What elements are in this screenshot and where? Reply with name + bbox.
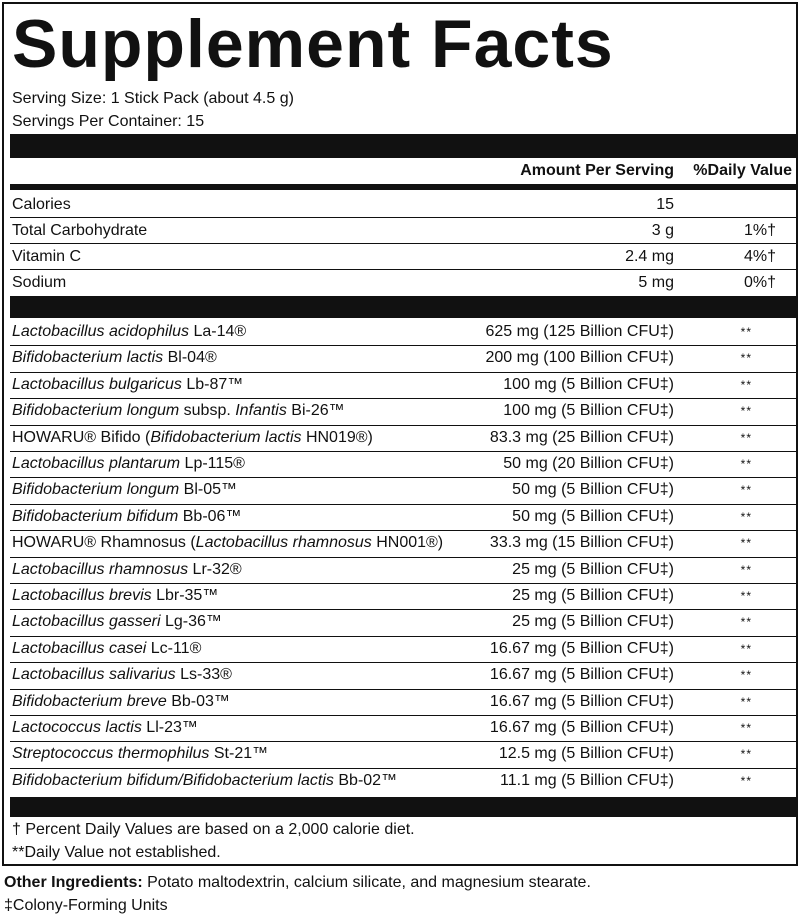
serving-size: Serving Size: 1 Stick Pack (about 4.5 g) (12, 90, 294, 107)
probiotic-row (10, 320, 796, 346)
strain-species: Lactobacillus casei (12, 639, 147, 657)
strain-daily-value: ** (740, 377, 752, 392)
nutrient-row (10, 270, 796, 296)
strain-daily-value: ** (740, 509, 752, 524)
strain-species: Bifidobacterium breve (12, 692, 167, 710)
strain-amount: 11.1 mg (5 Billion CFU‡) (500, 771, 674, 789)
strain-amount: 50 mg (5 Billion CFU‡) (512, 481, 674, 499)
strain-name (12, 637, 201, 661)
nutrient-amount: 15 (656, 196, 674, 213)
strain-amount: 25 mg (5 Billion CFU‡) (512, 560, 674, 578)
column-header-row (10, 159, 796, 183)
probiotic-row (10, 558, 796, 584)
strain-species: Lactobacillus brevis (12, 587, 152, 604)
nutrient-name: Sodium (12, 274, 67, 291)
probiotic-row (10, 610, 796, 636)
strain-code: Lb-87™ (181, 375, 244, 393)
strain-amount: 100 mg (5 Billion CFU‡) (503, 402, 674, 420)
medium-divider (10, 184, 796, 190)
strain-amount: 25 mg (5 Billion CFU‡) (512, 613, 674, 631)
probiotic-row (10, 478, 796, 504)
strain-species: Lactobacillus salivarius (12, 666, 176, 684)
strain-code: Lc-11® (146, 639, 202, 657)
probiotic-row (10, 769, 796, 795)
strain-code: Lg-36™ (160, 613, 222, 631)
strain-name (12, 373, 243, 397)
probiotic-row (10, 531, 796, 557)
probiotic-row (10, 452, 796, 478)
footnote-not-established: **Daily Value not established. (12, 844, 221, 861)
strain-name (12, 346, 217, 370)
strain-code: subsp. (179, 402, 236, 420)
probiotic-row (10, 346, 796, 372)
strain-daily-value: ** (740, 615, 752, 630)
strain-species: Lactobacillus acidophilus (12, 323, 189, 340)
other-ingredients-label: Other Ingredients: (4, 874, 143, 891)
cfu-note: ‡Colony-Forming Units (4, 897, 168, 914)
probiotic-row (10, 742, 796, 768)
other-ingredients (4, 872, 591, 894)
nutrient-daily-value: 0%† (743, 274, 776, 291)
strain-amount: 25 mg (5 Billion CFU‡) (512, 587, 674, 604)
strain-brand: HOWARU® Bifido ( (12, 428, 151, 446)
strain-amount: 625 mg (125 Billion CFU‡) (485, 323, 674, 340)
strain-code: St-21™ (209, 745, 269, 763)
strain-brand: HOWARU® Rhamnosus ( (12, 534, 196, 552)
strain-code: Lp-115® (180, 455, 245, 472)
strain-code: HN001®) (371, 534, 444, 552)
strain-daily-value: ** (740, 562, 752, 577)
probiotic-row (10, 373, 796, 399)
strain-name (12, 399, 345, 423)
strain-name (12, 769, 397, 793)
strain-code: Ls-33® (175, 666, 232, 684)
strain-species: Bifidobacterium lactis (150, 428, 302, 446)
strain-amount: 33.3 mg (15 Billion CFU‡) (489, 534, 674, 552)
strain-name (12, 426, 373, 450)
strain-species: Bifidobacterium bifidum (12, 507, 179, 525)
thick-divider (10, 797, 796, 817)
strain-amount: 16.67 mg (5 Billion CFU‡) (489, 719, 674, 736)
strain-species: Lactobacillus bulgaricus (12, 375, 182, 393)
thick-divider (10, 134, 796, 158)
strain-name (12, 505, 241, 529)
strain-species: Lactobacillus gasseri (12, 613, 161, 631)
strain-daily-value: ** (740, 721, 752, 735)
probiotic-row (10, 426, 796, 452)
probiotic-row (10, 663, 796, 689)
strain-amount: 50 mg (20 Billion CFU‡) (503, 455, 674, 472)
strain-code: HN019®) (301, 428, 373, 446)
other-ingredients-text: Potato maltodextrin, calcium silicate, and magnesium stearate. (142, 874, 591, 891)
nutrient-name: Calories (12, 196, 71, 213)
strain-name (12, 690, 230, 714)
strain-species: Bifidobacterium longum (12, 481, 180, 499)
strain-name (12, 531, 443, 555)
strain-code: Lr-32® (188, 560, 242, 578)
strain-amount: 12.5 mg (5 Billion CFU‡) (498, 745, 674, 763)
strain-code: Bb-02™ (333, 771, 398, 789)
strain-code: Bl-05™ (179, 481, 237, 499)
strain-daily-value: ** (740, 404, 752, 419)
strain-code: Bb-06™ (178, 507, 242, 525)
strain-daily-value: ** (740, 589, 752, 603)
strain-daily-value: ** (740, 457, 752, 471)
nutrient-amount: 5 mg (638, 274, 674, 291)
strain-name (12, 452, 245, 476)
strain-name (12, 478, 237, 502)
probiotic-row (10, 716, 796, 742)
strain-name (12, 610, 222, 634)
strain-name (12, 584, 218, 608)
strain-code: Bb-03™ (166, 692, 230, 710)
strain-species: Bifidobacterium lactis (12, 349, 164, 367)
daily-value-header: %Daily Value (693, 162, 792, 179)
supplement-facts-panel (2, 2, 798, 866)
strain-code: Ll-23™ (141, 719, 198, 736)
strain-daily-value: ** (740, 351, 752, 366)
strain-name (12, 742, 268, 766)
strain-amount: 200 mg (100 Billion CFU‡) (485, 349, 674, 367)
probiotic-row (10, 637, 796, 663)
servings-per-container: Servings Per Container: 15 (12, 113, 205, 130)
strain-name (12, 663, 232, 687)
nutrient-amount: 3 g (651, 222, 674, 239)
strain-daily-value: ** (740, 641, 752, 656)
strain-daily-value: ** (740, 747, 752, 762)
panel-title: Supplement Facts (12, 6, 614, 82)
strain-species: Streptococcus thermophilus (12, 745, 210, 763)
strain-code: Lbr-35™ (151, 587, 219, 604)
strain-amount: 16.67 mg (5 Billion CFU‡) (489, 666, 674, 684)
probiotic-row (10, 690, 796, 716)
strain-species: Bifidobacterium longum (12, 402, 180, 420)
strain-code: Bl-04® (163, 349, 217, 367)
strain-daily-value: ** (740, 668, 752, 683)
nutrient-name: Vitamin C (12, 248, 82, 265)
nutrient-daily-value: 4%† (743, 248, 776, 265)
probiotic-row (10, 399, 796, 425)
strain-species: Lactobacillus plantarum (12, 455, 181, 472)
strain-code: La-14® (189, 323, 247, 340)
strain-amount: 100 mg (5 Billion CFU‡) (503, 375, 674, 393)
strain-amount: 50 mg (5 Billion CFU‡) (512, 507, 674, 525)
strain-daily-value: ** (740, 430, 752, 445)
strain-species: Lactobacillus rhamnosus (12, 560, 189, 578)
strain-daily-value: ** (740, 483, 752, 498)
probiotic-row (10, 584, 796, 610)
strain-species: Bifidobacterium bifidum/Bifidobacterium lactis (12, 771, 334, 789)
nutrient-amount: 2.4 mg (625, 248, 674, 265)
strain-subspecies: Infantis (235, 402, 287, 420)
strain-species: Lactobacillus rhamnosus (195, 534, 372, 552)
strain-amount: 83.3 mg (25 Billion CFU‡) (489, 428, 674, 446)
amount-per-serving-header: Amount Per Serving (520, 162, 674, 179)
strain-amount: 16.67 mg (5 Billion CFU‡) (489, 692, 674, 710)
thick-divider (10, 296, 796, 318)
strain-daily-value: ** (740, 536, 752, 551)
nutrient-daily-value: 1%† (743, 222, 776, 239)
nutrient-name: Total Carbohydrate (12, 222, 148, 239)
strain-species: Lactococcus lactis (12, 719, 142, 736)
footnote-daily-value: † Percent Daily Values are based on a 2,000 calorie diet. (12, 821, 415, 838)
strain-daily-value: ** (740, 694, 752, 709)
probiotic-row (10, 505, 796, 531)
strain-code-suffix: Bi-26™ (286, 402, 345, 420)
strain-daily-value: ** (740, 773, 752, 788)
strain-name (12, 320, 246, 344)
nutrient-row (10, 244, 796, 270)
strain-amount: 16.67 mg (5 Billion CFU‡) (489, 639, 674, 657)
strain-daily-value: ** (740, 325, 752, 339)
nutrient-row (10, 192, 796, 218)
strain-name (12, 716, 198, 740)
nutrient-row (10, 218, 796, 244)
strain-name (12, 558, 242, 582)
